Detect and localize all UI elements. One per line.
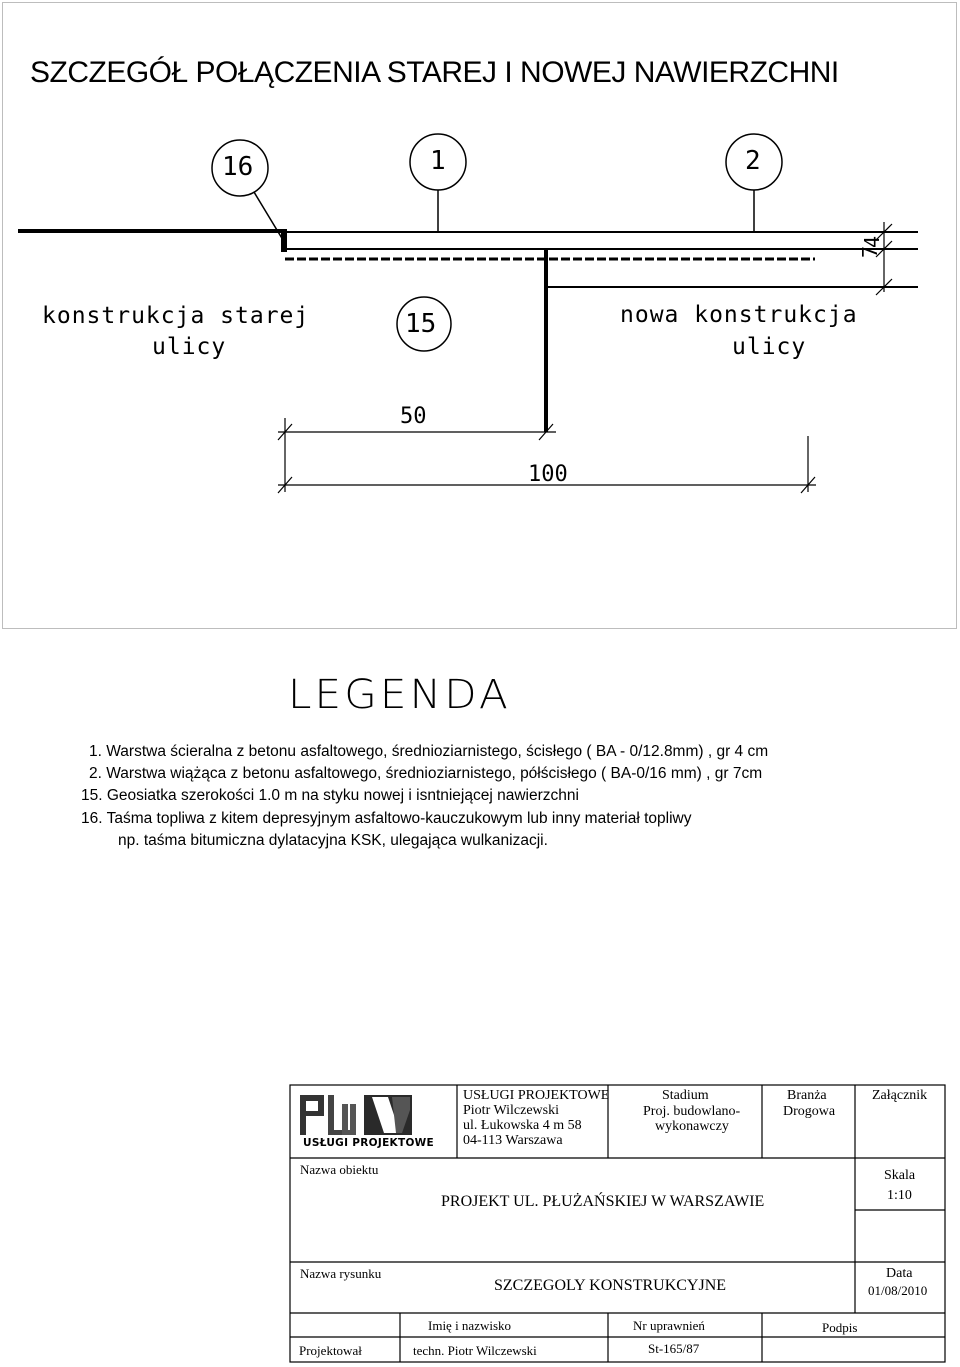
logo-text: USŁUGI PROJEKTOWE — [303, 1137, 435, 1149]
callout-1: 1 — [430, 146, 446, 176]
label-new-line1: nowa konstrukcja — [620, 302, 858, 328]
skala-value: 1:10 — [887, 1188, 912, 1203]
company-line-1: USŁUGI PROJEKTOWE — [463, 1088, 610, 1103]
legend-item-16: 16. Taśma topliwa z kitem depresyjnym asfaltowo-kauczukowym lub inny materiał topliwy — [81, 810, 692, 827]
obiekt-value: PROJEKT UL. PŁUŻAŃSKIEJ W WARSZAWIE — [441, 1193, 765, 1210]
company-line-2: Piotr Wilczewski — [463, 1103, 559, 1118]
callout-15: 15 — [405, 309, 437, 339]
obiekt-label: Nazwa obiektu — [300, 1162, 379, 1177]
imie-label: Imię i nazwisko — [428, 1318, 512, 1333]
dim-50-text: 50 — [400, 404, 427, 429]
data-label: Data — [886, 1266, 913, 1281]
legend-item-15: 15. Geosiatka szerokości 1.0 m na styku nowej i isntniejącej nawierzchni — [81, 787, 579, 804]
dim-7-text: 7 — [858, 245, 882, 258]
drawing-title: SZCZEGÓŁ POŁĄCZENIA STAREJ I NOWEJ NAWIERZCHNI — [30, 56, 839, 89]
company-logo — [300, 1095, 412, 1135]
branza-value: Drogowa — [783, 1104, 836, 1119]
stadium-value-2: wykonawczy — [655, 1119, 729, 1134]
legend-title: LEGENDA — [288, 672, 511, 718]
label-new-line2: ulicy — [732, 334, 807, 360]
stadium-value-1: Proj. budowlano- — [643, 1104, 741, 1119]
podpis-label: Podpis — [822, 1320, 858, 1335]
company-line-4: 04-113 Warszawa — [463, 1133, 563, 1148]
callout-16: 16 — [222, 152, 254, 182]
rysunek-label: Nazwa rysunku — [300, 1266, 382, 1281]
dim-100-text: 100 — [528, 462, 568, 487]
callout-2: 2 — [745, 146, 761, 176]
projektowal-nr: St-165/87 — [648, 1341, 700, 1356]
projektowal-name: techn. Piotr Wilczewski — [413, 1343, 537, 1358]
legend-item-1: 1. Warstwa ścieralna z betonu asfaltowego, średnioziarnistego, ścisłego ( BA - 0/12.8mm) , gr 4 cm — [89, 743, 769, 760]
nr-label: Nr uprawnień — [633, 1318, 705, 1333]
rysunek-value: SZCZEGOLY KONSTRUKCYJNE — [494, 1277, 727, 1294]
zalacznik-label: Załącznik — [872, 1088, 928, 1103]
skala-label: Skala — [884, 1168, 916, 1183]
legend-item-2: 2. Warstwa wiążąca z betonu asfaltowego, średnioziarnistego, półścisłego ( BA-0/16 mm) , gr 7cm — [89, 765, 763, 782]
legend-item-16-cont: np. taśma bitumiczna dylatacyjna KSK, ulegająca wulkanizacji. — [118, 832, 548, 849]
company-line-3: ul. Łukowska 4 m 58 — [463, 1118, 582, 1133]
label-old-line1: konstrukcja starej — [42, 303, 310, 329]
label-old-line2: ulicy — [152, 334, 227, 360]
dim-4-text: 4 — [860, 235, 884, 248]
stadium-label: Stadium — [662, 1088, 709, 1103]
data-value: 01/08/2010 — [868, 1283, 928, 1298]
branza-label: Branża — [787, 1088, 827, 1103]
projektowal-label: Projektował — [299, 1343, 362, 1358]
